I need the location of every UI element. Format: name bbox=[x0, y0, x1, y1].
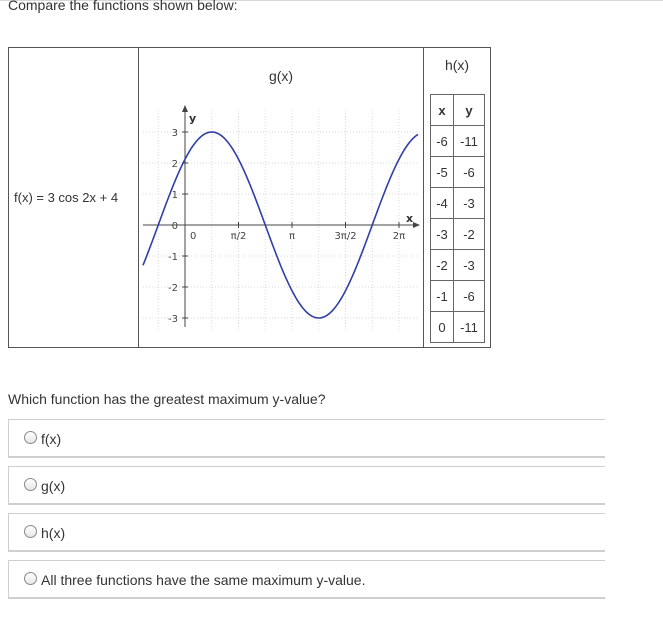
y-tick-label: 1 bbox=[171, 190, 178, 201]
h-header-y: y bbox=[454, 95, 485, 126]
h-y-cell: -6 bbox=[454, 157, 485, 188]
h-y-cell: -11 bbox=[454, 126, 485, 157]
f-cell bbox=[9, 48, 139, 348]
h-header-x: x bbox=[431, 95, 454, 126]
x-axis-arrow bbox=[413, 222, 420, 228]
h-x-cell: -1 bbox=[431, 281, 454, 312]
h-x-cell: -6 bbox=[431, 126, 454, 157]
h-y-cell: -2 bbox=[454, 219, 485, 250]
h-x-cell: -4 bbox=[431, 188, 454, 219]
x-axis-label: x bbox=[406, 212, 414, 225]
h-y-cell: -3 bbox=[454, 188, 485, 219]
h-y-cell: -6 bbox=[454, 281, 485, 312]
question-text: Which function has the greatest maximum y-value? bbox=[8, 391, 326, 407]
x-tick-label: 0 bbox=[190, 231, 197, 242]
y-axis-label: y bbox=[189, 112, 197, 125]
table-row bbox=[431, 281, 485, 312]
option-g[interactable] bbox=[8, 466, 605, 505]
table-row bbox=[431, 312, 485, 343]
h-y-cell: -11 bbox=[454, 312, 485, 343]
functions-table bbox=[8, 47, 491, 348]
h-x-cell: -3 bbox=[431, 219, 454, 250]
y-tick-label: -3 bbox=[168, 314, 178, 325]
y-tick-label: -1 bbox=[168, 252, 178, 263]
prompt-text: Compare the functions shown below: bbox=[8, 0, 238, 13]
radio-button[interactable] bbox=[24, 572, 37, 585]
y-tick-label: 2 bbox=[171, 159, 178, 170]
option-label: g(x) bbox=[41, 478, 66, 494]
option-label: h(x) bbox=[41, 525, 66, 541]
y-tick-label: -2 bbox=[168, 283, 178, 294]
x-tick-label: π/2 bbox=[230, 231, 247, 242]
y-tick-label: 3 bbox=[171, 128, 178, 139]
x-tick-label: 3π/2 bbox=[334, 231, 357, 242]
option-label: f(x) bbox=[41, 431, 62, 447]
table-row bbox=[431, 219, 485, 250]
h-x-cell: 0 bbox=[431, 312, 454, 343]
option-all-same[interactable] bbox=[8, 560, 605, 599]
g-title: g(x) bbox=[268, 68, 294, 84]
x-tick-label: 2π bbox=[392, 231, 406, 242]
f-definition: f(x) = 3 cos 2x + 4 bbox=[14, 190, 119, 205]
h-y-cell: -3 bbox=[454, 250, 485, 281]
table-row bbox=[431, 188, 485, 219]
option-h[interactable] bbox=[8, 513, 605, 552]
h-x-cell: -5 bbox=[431, 157, 454, 188]
table-row bbox=[431, 157, 485, 188]
grid-lines bbox=[143, 110, 418, 330]
h-values-table bbox=[430, 94, 485, 343]
radio-button[interactable] bbox=[24, 478, 37, 491]
table-row bbox=[431, 126, 485, 157]
y-axis-arrow bbox=[182, 105, 188, 112]
option-f[interactable] bbox=[8, 419, 605, 458]
table-row bbox=[431, 250, 485, 281]
g-graph bbox=[139, 48, 423, 347]
radio-button[interactable] bbox=[24, 431, 37, 444]
radio-button[interactable] bbox=[24, 525, 37, 538]
h-x-cell: -2 bbox=[431, 250, 454, 281]
g-cell bbox=[139, 48, 424, 348]
option-label: All three functions have the same maximum y-value. bbox=[41, 572, 366, 588]
y-tick-label: 0 bbox=[171, 221, 178, 232]
x-tick-label: π bbox=[288, 231, 296, 242]
h-title: h(x) bbox=[444, 57, 470, 73]
h-cell bbox=[424, 48, 491, 348]
